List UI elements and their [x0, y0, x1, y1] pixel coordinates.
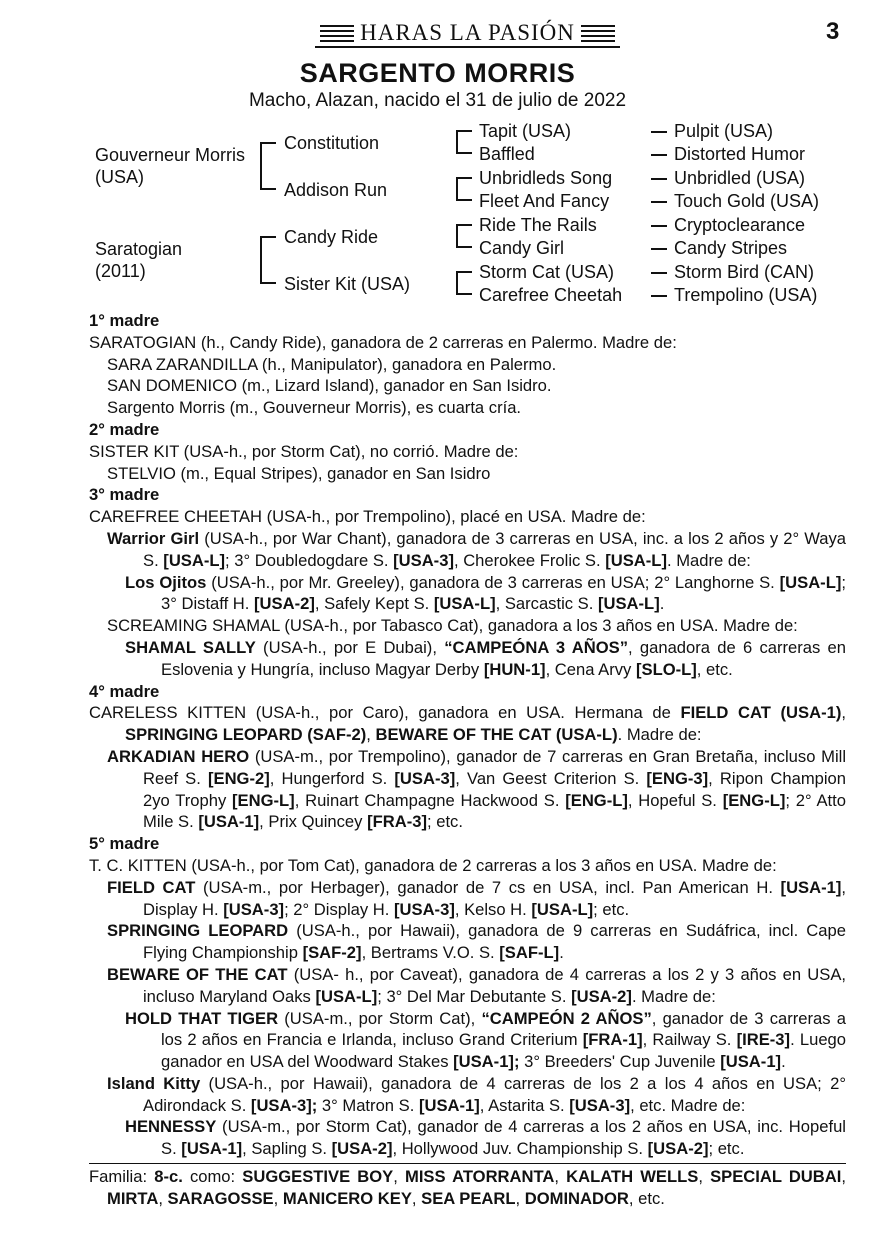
- produce-entry-shamal-sally: SHAMAL SALLY (USA-h., por E Dubai), “CAMPEÓNA 3 AÑOS”, ganadora de 6 carreras en Eslovenia y Hungría, incluso Magyar Derby [HUN-1], Cena Arvy [SLO-L], etc.: [125, 637, 846, 679]
- gg-grandparent: Distorted Humor: [674, 144, 806, 164]
- gg-grandparent: Cryptoclearance: [674, 215, 806, 235]
- dam-name: Saratogian: [95, 239, 183, 259]
- sire: [95, 144, 245, 188]
- footer-divider: [89, 1163, 846, 1164]
- horse-name: SARGENTO MORRIS: [299, 58, 576, 88]
- dam-entry: CARELESS KITTEN (USA-h., por Caro), ganadora en USA. Hermana de FIELD CAT (USA-1), SPRINGING LEOPARD (SAF-2), BEWARE OF THE CAT (USA-L). Madre de:: [89, 703, 846, 745]
- great-grandparent: Candy Girl: [479, 238, 565, 258]
- produce-entry: SARA ZARANDILLA (h., Manipulator), ganadora en Palermo.: [107, 354, 557, 374]
- gg-grandparent: Candy Stripes: [674, 238, 788, 258]
- great-grandparent: Carefree Cheetah: [479, 285, 623, 305]
- dam: [95, 238, 182, 282]
- produce-entry: SAN DOMENICO (m., Lizard Island), ganador en San Isidro.: [107, 376, 552, 396]
- produce-entry-warrior-girl: Warrior Girl (USA-h., por War Chant), ganadora de 3 carreras en USA, inc. a los 2 años y 2° Waya S. [USA-L]; 3° Doubledogdare S. [USA-3], Cherokee Frolic S. [USA-L]. Madre de:: [107, 528, 846, 570]
- grandparent: Constitution: [284, 133, 380, 153]
- produce-entry-beware-of-the-cat: BEWARE OF THE CAT (USA- h., por Caveat), ganadora de 4 carreras a los 2 y 3 años en USA, incluso Maryland Oaks [USA-L]; 3° Del Mar Debutante S. [USA-2]. Madre de:: [107, 964, 847, 1006]
- dam-entry: T. C. KITTEN (USA-h., por Tom Cat), ganadora de 2 carreras a los 3 años en USA. Madre de:: [89, 855, 777, 875]
- stud-name: HARAS LA PASIÓN: [360, 20, 575, 45]
- section-heading-4th-dam: 4° madre: [89, 681, 160, 701]
- gg-grandparent: Pulpit (USA): [674, 121, 774, 141]
- stud-banner: [315, 18, 620, 48]
- produce-entry-hold-that-tiger: HOLD THAT TIGER (USA-m., por Storm Cat), “CAMPEÓN 2 AÑOS”, ganador de 3 carreras a los 2 años en Francia e Irlanda, incluso Grand Criterium [FRA-1], Railway S. [IRE-3]. Luego ganador en USA del Woodward Stakes [USA-1]; 3° Breeders' Cup Juvenile [USA-1].: [125, 1008, 847, 1072]
- produce-entry: Sargento Morris (m., Gouverneur Morris), es cuarta cría.: [107, 398, 522, 418]
- dam-entry: SISTER KIT (USA-h., por Storm Cat), no corrió. Madre de:: [89, 441, 519, 461]
- great-grandparent: Ride The Rails: [479, 215, 597, 235]
- great-grandparent: Fleet And Fancy: [479, 191, 610, 211]
- gg-grandparent: Unbridled (USA): [674, 168, 806, 188]
- female-family-text: [89, 310, 846, 1210]
- produce-entry-hennessy: HENNESSY (USA-m., por Storm Cat), ganador de 4 carreras a los 2 años en USA, inc. Hopeful S. [USA-1], Sapling S. [USA-2], Hollywood Juv. Championship S. [USA-2]; etc.: [125, 1117, 846, 1159]
- dam-year: (2011): [95, 261, 146, 281]
- great-grandparent: Tapit (USA): [479, 121, 572, 141]
- produce-entry-island-kitty: Island Kitty (USA-h., por Hawaii), ganadora de 4 carreras de los 2 a los 4 años en USA; 2° Adirondack S. [USA-3]; 3° Matron S. [USA-1], Astarita S. [USA-3], etc. Madre de:: [107, 1073, 847, 1115]
- produce-entry: STELVIO (m., Equal Stripes), ganador en San Isidro: [107, 463, 491, 483]
- banner-underline: [315, 46, 620, 48]
- section-heading-3rd-dam: 3° madre: [89, 485, 160, 505]
- produce-entry-field-cat: FIELD CAT (USA-m., por Herbager), ganador de 7 cs en USA, incl. Pan American H. [USA-1], Display H. [USA-3]; 2° Display H. [USA-3], Kelso H. [USA-L]; etc.: [107, 877, 847, 919]
- gg-grandparent: Storm Bird (CAN): [674, 262, 815, 282]
- gg-grandparent: Trempolino (USA): [674, 285, 818, 305]
- gg-grandparent: Touch Gold (USA): [674, 191, 820, 211]
- family-footer: Familia: 8-c. como: SUGGESTIVE BOY, MISS ATORRANTA, KALATH WELLS, SPECIAL DUBAI, MIRTA, SARAGOSSE, MANICERO KEY, SEA PEARL, DOMINADOR, etc.: [89, 1167, 846, 1208]
- grandparent: Sister Kit (USA): [284, 274, 411, 294]
- produce-entry-arkadian-hero: ARKADIAN HERO (USA-m., por Trempolino), ganador de 7 carreras en Gran Bretaña, incluso Mill Reef S. [ENG-2], Hungerford S. [USA-3], Van Geest Criterion S. [ENG-3], Ripon Champion 2yo Trophy [ENG-L], Ruinart Champagne Hackwood S. [ENG-L], Hopeful S. [ENG-L]; 2° Atto Mile S. [USA-1], Prix Quincey [FRA-3]; etc.: [107, 746, 847, 832]
- dam-entry: SARATOGIAN (h., Candy Ride), ganadora de 2 carreras en Palermo. Madre de:: [89, 332, 677, 352]
- grandparent: Candy Ride: [284, 227, 379, 247]
- sire-name: Gouverneur Morris: [95, 145, 246, 165]
- produce-entry: SCREAMING SHAMAL (USA-h., por Tabasco Cat), ganadora a los 3 años en USA. Madre de:: [107, 616, 798, 636]
- great-grandparent: Unbridleds Song: [479, 168, 613, 188]
- grandparent: Addison Run: [284, 180, 388, 200]
- produce-entry-los-ojitos: Los Ojitos (USA-h., por Mr. Greeley), ganadora de 3 carreras en USA; 2° Langhorne S. [USA-L]; 3° Distaff H. [USA-2], Safely Kept S. [USA-L], Sarcastic S. [USA-L].: [125, 572, 846, 614]
- banner-bars-right-icon: [581, 25, 615, 42]
- section-heading-2nd-dam: 2° madre: [89, 419, 160, 439]
- produce-entry-springing-leopard: SPRINGING LEOPARD (USA-h., por Hawaii), ganadora de 9 carreras en Sudáfrica, incl. Cape Flying Championship [SAF-2], Bertrams V.O. S. [SAF-L].: [107, 921, 846, 963]
- dam-entry: CAREFREE CHEETAH (USA-h., por Trempolino), placé en USA. Madre de:: [89, 507, 646, 527]
- section-heading-5th-dam: 5° madre: [89, 834, 160, 854]
- great-grandparent: Storm Cat (USA): [479, 262, 615, 282]
- banner-bars-left-icon: [320, 25, 354, 42]
- great-grandparent: Baffled: [479, 144, 535, 164]
- page-number: 3: [826, 18, 840, 45]
- sire-origin: (USA): [95, 167, 144, 187]
- horse-description: Macho, Alazan, nacido el 31 de julio de 2022: [248, 90, 627, 111]
- section-heading-1st-dam: 1° madre: [89, 311, 160, 330]
